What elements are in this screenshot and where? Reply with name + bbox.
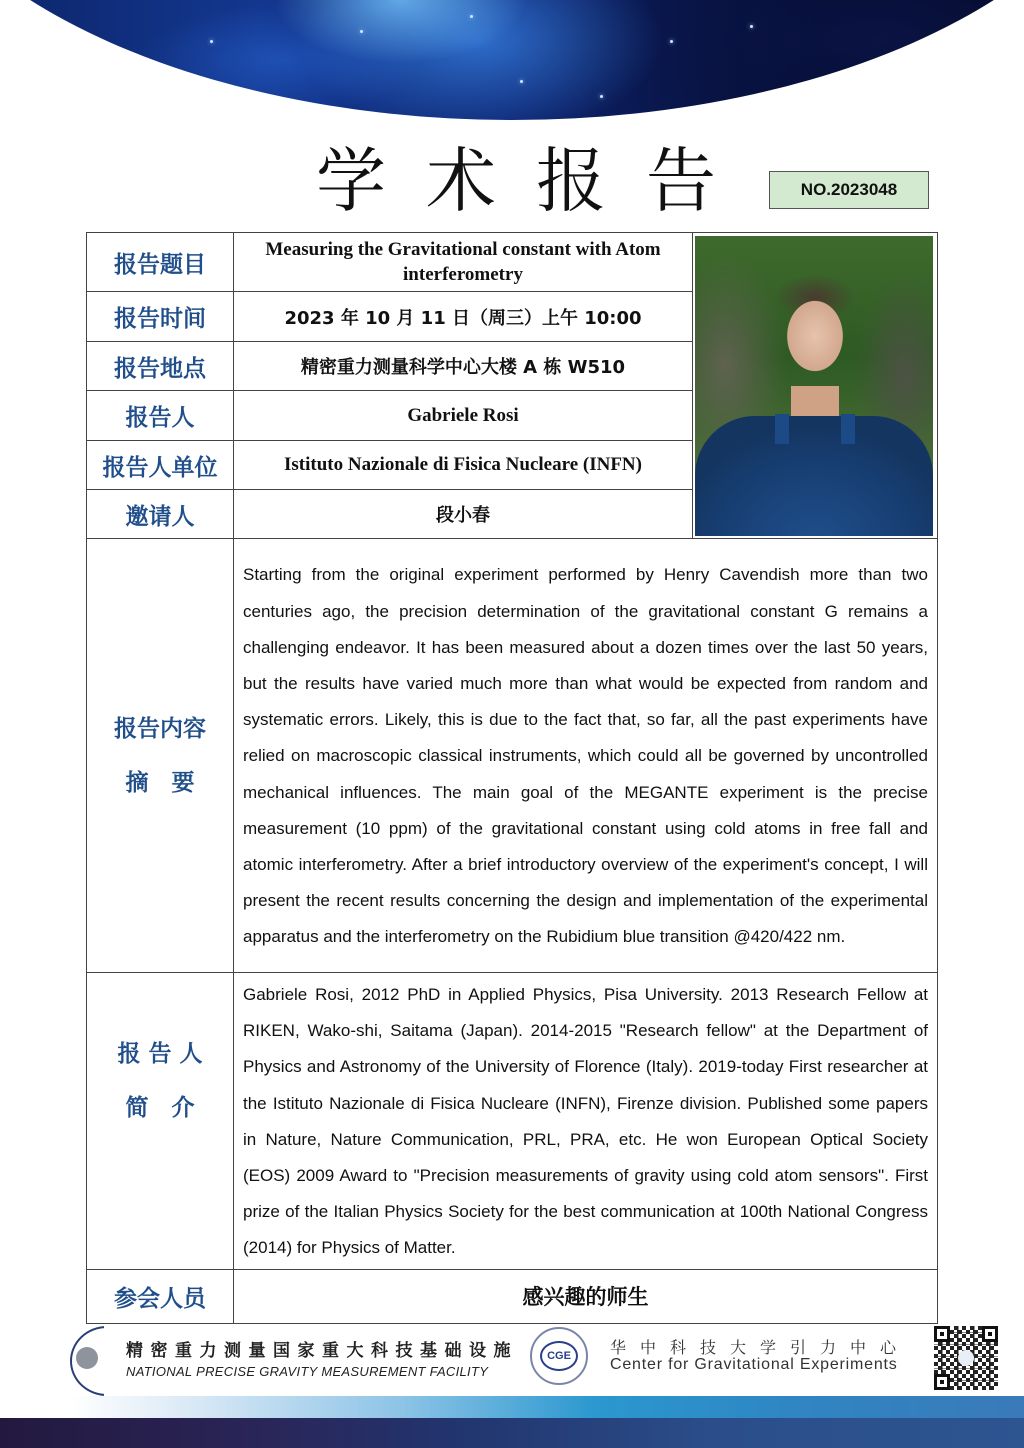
cge-name-cn: 华中科技大学引力中心 bbox=[610, 1338, 911, 1357]
facility-logo bbox=[68, 1326, 528, 1388]
cge-name-en: Center for Gravitational Experiments bbox=[610, 1356, 898, 1373]
galaxy-header-banner bbox=[0, 0, 1024, 120]
cge-badge-text: CGE bbox=[540, 1341, 578, 1371]
speaker-label: 报告人 bbox=[87, 391, 234, 441]
speaker-value: Gabriele Rosi bbox=[234, 391, 693, 441]
footer-band-light bbox=[70, 1396, 1024, 1418]
abstract-label-line2: 摘 要 bbox=[125, 769, 195, 796]
cge-logo-icon bbox=[530, 1327, 588, 1385]
report-info-table bbox=[86, 232, 938, 1324]
abstract-label-line1: 报告内容 bbox=[114, 715, 206, 742]
affiliation-label: 报告人单位 bbox=[87, 441, 234, 490]
page-title: 学术报告 bbox=[316, 140, 756, 222]
facility-name-en: NATIONAL PRECISE GRAVITY MEASUREMENT FACILITY bbox=[126, 1364, 489, 1379]
speaker-photo bbox=[695, 236, 933, 536]
row-topic bbox=[87, 233, 938, 292]
row-abstract bbox=[87, 539, 938, 973]
inviter-label: 邀请人 bbox=[87, 490, 234, 539]
abstract-label bbox=[87, 539, 234, 973]
qr-code-icon bbox=[934, 1326, 998, 1390]
bio-label-line2: 简 介 bbox=[125, 1094, 195, 1121]
topic-value: Measuring the Gravitational constant with Atom interferometry bbox=[234, 233, 693, 292]
row-bio bbox=[87, 973, 938, 1270]
topic-label: 报告题目 bbox=[87, 233, 234, 292]
attendees-value: 感兴趣的师生 bbox=[234, 1269, 938, 1323]
facility-dot-icon bbox=[76, 1347, 98, 1369]
footer-band-dark bbox=[0, 1418, 1024, 1448]
location-label: 报告地点 bbox=[87, 342, 234, 391]
affiliation-value: Istituto Nazionale di Fisica Nucleare (INFN) bbox=[234, 441, 693, 490]
report-number-badge: NO.2023048 bbox=[769, 171, 929, 209]
bio-label-line1: 报 告 人 bbox=[117, 1040, 203, 1067]
facility-name-cn: 精密重力测量国家重大科技基础设施 bbox=[126, 1341, 518, 1361]
time-label: 报告时间 bbox=[87, 292, 234, 342]
attendees-label: 参会人员 bbox=[87, 1269, 234, 1323]
location-value: 精密重力测量科学中心大楼 A 栋 W510 bbox=[234, 342, 693, 391]
abstract-text: Starting from the original experiment performed by Henry Cavendish more than two centuries ago, the precision determination of the gravitational constant G remains a challenging endeavor. It has been measured about a dozen times over the last 50 years, but the results have varied much more than what would be expected from random and systematic errors. Likely, this is due to the fact that, so far, all the past experiments have relied on macroscopic classical instruments, which could all be governed by uncontrolled mechanical influences. The main goal of the MEGANTE experiment is the precise measurement (10 ppm) of the gravitational constant using cold atoms in free fall and atomic interferometry. After a brief introductory overview of the experiment's concept, I will present the recent results concerning the design and implementation of the experimental apparatus and the interferometry on the Rubidium blue transition @420/422 nm. bbox=[234, 539, 938, 973]
time-value: 2023 年 10 月 11 日（周三）上午 10:00 bbox=[234, 292, 693, 342]
inviter-value: 段小春 bbox=[234, 490, 693, 539]
photo-cell bbox=[693, 233, 938, 539]
row-attendees bbox=[87, 1269, 938, 1323]
bio-text: Gabriele Rosi, 2012 PhD in Applied Physics, Pisa University. 2013 Research Fellow at RIKEN, Wako-shi, Saitama (Japan). 2014-2015 "Research fellow" at the Department of Physics and Astronomy of the University of Florence (Italy). 2019-today First researcher at the Istituto Nazionale di Fisica Nucleare (INFN), Firenze division. Published some papers in Nature, Nature Communication, PRL, PRA, etc. He won European Optical Society (EOS) 2009 Award to "Precision measurements of gravity using cold atom sensors". First prize of the Italian Physics Society for the best communication at 100th National Congress (2014) for Physics of Matter. bbox=[234, 973, 938, 1270]
bio-label bbox=[87, 973, 234, 1270]
